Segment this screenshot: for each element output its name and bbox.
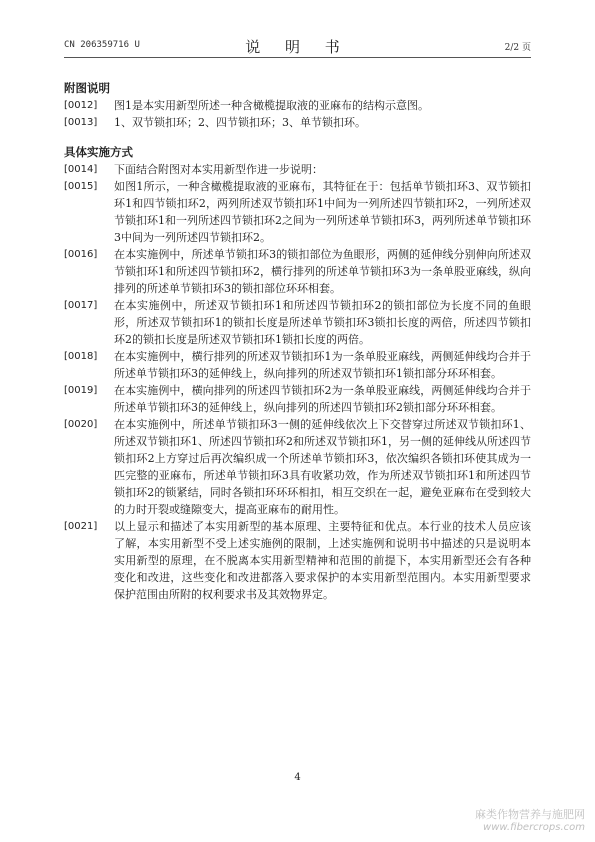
paragraph (64, 246, 531, 297)
paragraph-text: 在本实施例中，横向排列的所述四节锁扣环2为一条单股亚麻线，两侧延伸线均合并于所述单节锁扣环3的延伸线上，纵向排列的所述四节锁扣环2锁扣部分环环相套。 (114, 384, 531, 414)
page-info: 2/2 页 (504, 43, 531, 53)
document-title: 说 明 书 (245, 38, 350, 56)
paragraph-text: 在本实施例中，所述单节锁扣环3的锁扣部位为鱼眼形，两侧的延伸线分别伸向所述双节锁扣环1和所述四节锁扣环2，横行排列的所述单节锁扣环3为一条单股亚麻线，纵向排列的所述单节锁扣环3的锁扣部位环环相套。 (114, 248, 531, 295)
paragraph-text: 以上显示和描述了本实用新型的基本原理、主要特征和优点。本行业的技术人员应该了解，本实用新型不受上述实施例的限制，上述实施例和说明书中描述的只是说明本实用新型的原理，在不脱离本实用新型精神和范围的前提下，本实用新型还会有各种变化和改进，这些变化和改进都落入要求保护的本实用新型范围内。本实用新型要求保护范围由所附的权利要求书及其效物界定。 (114, 520, 531, 601)
paragraph-number: [0017] (64, 300, 98, 311)
paragraph (64, 178, 531, 246)
header-rule (64, 57, 531, 58)
watermark (475, 808, 585, 834)
paragraph-number: [0021] (64, 521, 98, 532)
paragraph-number: [0018] (64, 351, 98, 362)
paragraph (64, 114, 531, 131)
paragraph-text: 如图1所示，一种含橄榄提取液的亚麻布，其特征在于：包括单节锁扣环3、双节锁扣环1和四节锁扣环2，两列所述双节锁扣环1中间为一列所述四节锁扣环2，一列所述双节锁扣环1和一列所述四节锁扣环2之间为一列所述单节锁扣环3，两列所述单节锁扣环3中间为一列所述四节锁扣环2。 (114, 180, 531, 244)
paragraph (64, 518, 531, 603)
watermark-url: www.fibercrops.com (483, 822, 585, 833)
paragraph-number: [0015] (64, 181, 98, 192)
section-heading-embodiment: 具体实施方式 (64, 145, 133, 159)
paragraph-number: [0020] (64, 419, 98, 430)
paragraph-text: 下面结合附图对本实用新型作进一步说明： (114, 163, 323, 176)
paragraph (64, 97, 531, 114)
paragraph-number: [0012] (64, 100, 98, 111)
paragraph-number: [0013] (64, 117, 98, 128)
page-header (64, 38, 531, 54)
watermark-site-name: 麻类作物营养与施肥网 (475, 808, 585, 821)
section-heading-drawings: 附图说明 (64, 81, 110, 95)
page-number: 4 (294, 772, 301, 783)
paragraph-number: [0019] (64, 385, 98, 396)
section-gap (64, 131, 531, 144)
paragraph (64, 416, 531, 518)
paragraph (64, 382, 531, 416)
paragraph-text: 在本实施例中，横行排列的所述双节锁扣环1为一条单股亚麻线，两侧延伸线均合并于所述单节锁扣环3的延伸线上，纵向排列的所述双节锁扣环1锁扣部分环环相套。 (114, 350, 531, 380)
paragraph-text: 图1是本实用新型所述一种含橄榄提取液的亚麻布的结构示意图。 (114, 99, 429, 112)
paragraph-number: [0016] (64, 249, 98, 260)
paragraph-text: 1、双节锁扣环；2、四节锁扣环；3、单节锁扣环。 (114, 116, 366, 129)
paragraph-text: 在本实施例中，所述双节锁扣环1和所述四节锁扣环2的锁扣部位为长度不同的鱼眼形，所述双节锁扣环1的锁扣长度是所述单节锁扣环3锁扣长度的两倍，所述四节锁扣环2的锁扣长度是所述双节锁扣环1锁扣长度的两倍。 (114, 299, 531, 346)
paragraph-text: 在本实施例中，所述单节锁扣环3一侧的延伸线依次上下交替穿过所述双节锁扣环1、所述双节锁扣环1、所述四节锁扣环2和所述双节锁扣环1，另一侧的延伸线从所述四节锁扣环2上方穿过后再次编织成一个所述单节锁扣环3，依次编织各锁扣环使其成为一匹完整的亚麻布，所述单节锁扣环3具有收紧功效，作为所述双节锁扣环1和所述四节锁扣环2的锁紧结，同时各锁扣环环环相扣，相互交织在一起，避免亚麻布在受到较大的力时开裂或缝隙变大，提高亚麻布的耐用性。 (114, 418, 531, 516)
document-body (64, 80, 531, 603)
paragraph-number: [0014] (64, 164, 98, 175)
paragraph (64, 161, 531, 178)
paragraph (64, 297, 531, 348)
paragraph (64, 348, 531, 382)
document-number: CN 206359716 U (64, 40, 140, 50)
